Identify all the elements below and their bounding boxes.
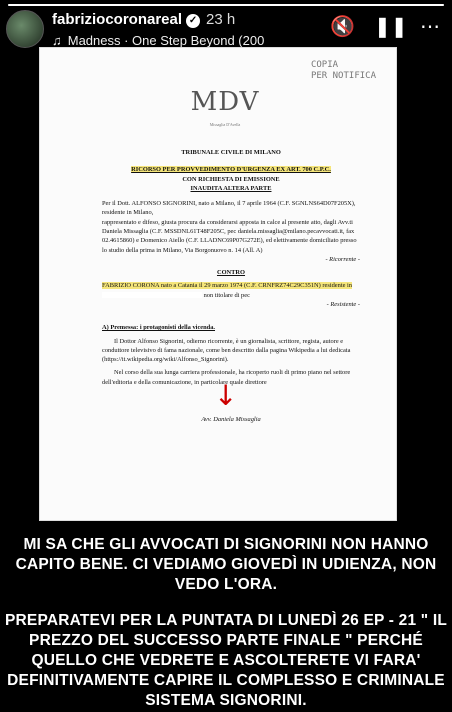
ricorrente-label: - Ricorrente - bbox=[325, 255, 360, 263]
paragraph-2: Nel corso della sua lunga carriera professionale, ha ricoperto ruoli di primo piano nel settore dell'editoria e della comunicazione, in particolare quale direttore bbox=[102, 369, 351, 386]
logo-mark: MDV bbox=[190, 87, 260, 117]
music-label[interactable] bbox=[52, 33, 264, 48]
request-line: RICORSO PER PROVVEDIMENTO D'URGENZA EX ART. 700 C.P.C. bbox=[131, 166, 331, 174]
more-icon[interactable]: ⋯ bbox=[420, 16, 440, 38]
red-arrow-icon: ↓ bbox=[214, 379, 238, 412]
music-title: Madness · One Step Beyond (200 bbox=[67, 33, 265, 48]
muted-speaker-icon[interactable]: 🔇 bbox=[330, 16, 355, 38]
pause-icon[interactable]: ❚❚ bbox=[374, 16, 408, 38]
contro-label: CONTRO bbox=[216, 269, 246, 277]
paragraph-1: Il Dottor Alfonso Signorini, odierno ricorrente, è un giornalista, scrittore, regista, autore e conduttore televisivo di fama nazionale, come ben descritto dalla pagina Wikipedia a lui dedicata (https://it.wikipedia.org/wiki/Alfonso_Signorini). bbox=[102, 337, 351, 364]
request-line-2: CON RICHIESTA DI EMISSIONE bbox=[182, 175, 280, 183]
request-line-3: INAUDITA ALTERA PARTE bbox=[190, 184, 272, 192]
username-row[interactable] bbox=[52, 11, 235, 28]
resistente-label: - Resistente - bbox=[326, 300, 360, 308]
story-header bbox=[0, 6, 452, 50]
premessa-heading: A) Premessa: i protagonisti della vicenda. bbox=[102, 324, 216, 332]
avatar[interactable] bbox=[6, 10, 44, 48]
copy-stamp: COPIA PER NOTIFICA bbox=[310, 60, 376, 81]
story-caption-2: PREPARATEVI PER LA PUNTATA DI LUNEDÌ 26 EP - 21 " IL PREZZO DEL SUCCESSO PARTE FINALE " PERCHÉ QUELLO CHE VEDRETE E ASCOLTERETE VI FARA' DEFINITIVAMENTE CAPIRE IL COMPLESSO E CRIMINALE SISTEMA SIGNORINI. bbox=[4, 612, 448, 709]
verified-badge-icon: ✓ bbox=[186, 14, 200, 28]
story-controls bbox=[330, 14, 442, 39]
party1-details: rappresentato e difeso, giusta procura da considerarsi apposta in calce al presente atto, dagli Avv.ti Daniela Missaglia (C.F. MSSDNL61T48F205C, pec daniela.missaglia@milano.pecavvocati.it, fax 02.4615860) e Domenico Aiello (C.F. LLADNC69P07G272E), ed elettivamente domiciliato presso lo studio della prima in Milano, Via Borgonuovo n. 14 (All. A) bbox=[102, 218, 357, 254]
music-note-icon: ♫ bbox=[52, 33, 62, 48]
redaction bbox=[102, 292, 202, 298]
story-caption-1: MI SA CHE GLI AVVOCATI DI SIGNORINI NON HANNO CAPITO BENE. CI VEDIAMO GIOVEDÌ IN UDIENZA, NON VEDO L'ORA. bbox=[15, 536, 437, 593]
party2-text: FABRIZIO CORONA nato a Catania il 29 marzo 1974 (C.F. CRNFRZ74C29C351N) residente in bbox=[102, 282, 353, 290]
law-firm-logo bbox=[190, 84, 260, 127]
signature: Avv. Daniela Missaglia bbox=[201, 415, 261, 423]
request-title bbox=[102, 165, 360, 174]
username[interactable]: fabriziocoronareal bbox=[52, 11, 183, 28]
timestamp: 23 h bbox=[206, 11, 236, 28]
logo-subtitle: Missaglia D'Avella bbox=[209, 121, 241, 127]
party1: Per il Dott. ALFONSO SIGNORINI, nato a Milano, il 7 aprile 1964 (C.F. SGNLNS64D07F205X), residente in Milano, bbox=[102, 200, 356, 217]
party2 bbox=[102, 281, 360, 300]
party2-pec: non titolare di pec bbox=[203, 291, 250, 299]
legal-document-photo bbox=[40, 48, 396, 520]
tribunal-title: TRIBUNALE CIVILE DI MILANO bbox=[181, 149, 281, 156]
